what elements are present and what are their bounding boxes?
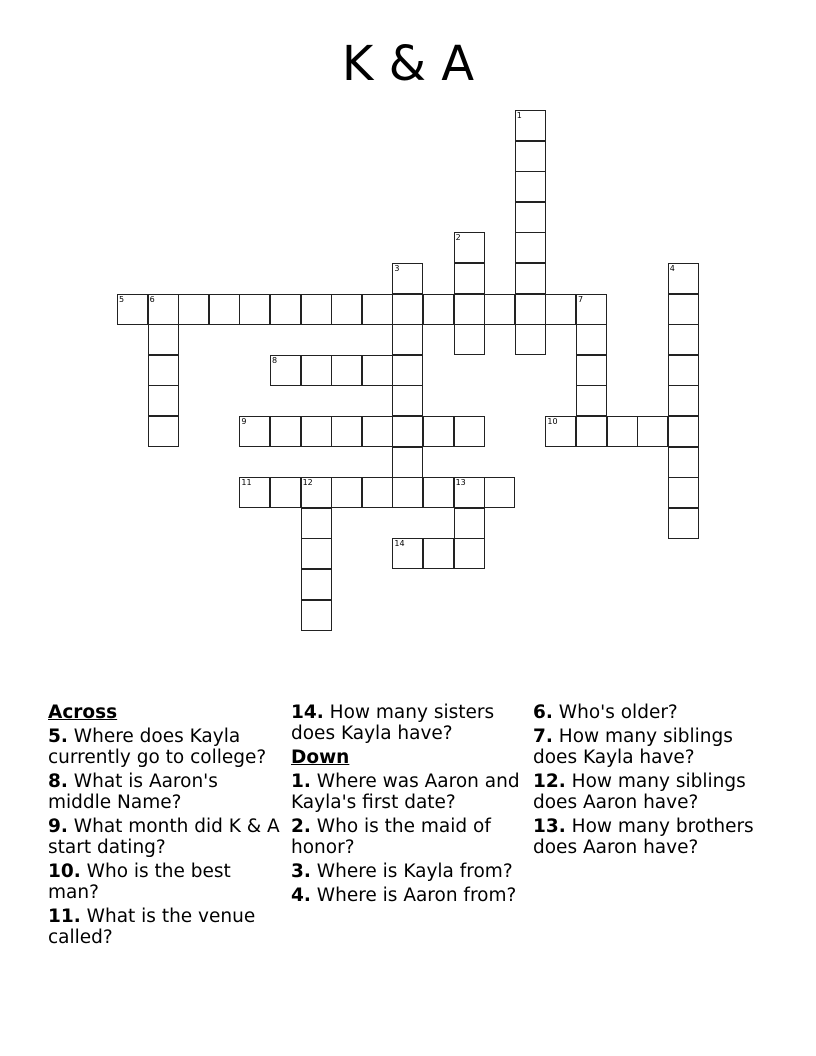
grid-cell[interactable]	[117, 294, 148, 325]
clue-text: How many sisters does Kayla have?	[291, 702, 495, 744]
grid-cell[interactable]	[392, 538, 423, 569]
grid-cell[interactable]	[454, 538, 485, 569]
clue-text: Who's older?	[558, 702, 678, 723]
clues-column-1	[48, 702, 284, 951]
cell-number: 10	[547, 417, 558, 426]
grid-cell[interactable]	[423, 538, 454, 569]
grid-cell[interactable]	[301, 508, 332, 539]
grid-cell[interactable]	[576, 355, 607, 386]
clue-text: What month did K & A start dating?	[48, 816, 280, 858]
grid-cell[interactable]	[668, 508, 699, 539]
grid-cell[interactable]	[515, 324, 546, 355]
clue-number: 1.	[291, 771, 311, 792]
grid-cell[interactable]	[392, 385, 423, 416]
grid-cell[interactable]	[607, 416, 638, 447]
clue-across-10	[48, 861, 284, 903]
clue-number: 13.	[533, 816, 566, 837]
cell-number: 14	[394, 539, 405, 549]
clue-text: Where was Aaron and Kayla's first date?	[291, 771, 520, 813]
cell-number: 4	[669, 264, 675, 273]
cell-number: 9	[241, 417, 247, 426]
grid-cell[interactable]	[576, 385, 607, 416]
grid-cell[interactable]	[301, 569, 332, 600]
grid-cell[interactable]	[668, 355, 699, 386]
grid-cell[interactable]	[392, 447, 423, 478]
grid-cell[interactable]	[545, 294, 576, 325]
clue-across-9	[48, 816, 284, 858]
grid-cell[interactable]	[362, 416, 393, 447]
grid-cell[interactable]	[423, 477, 454, 508]
grid-cell[interactable]	[331, 294, 362, 325]
grid-cell[interactable]	[423, 294, 454, 325]
grid-cell[interactable]	[148, 355, 179, 386]
grid-cell[interactable]	[454, 263, 485, 294]
grid-cell[interactable]	[331, 477, 362, 508]
clue-down-12	[533, 771, 769, 813]
cell-number: 12	[302, 478, 313, 488]
clues-column-3	[533, 702, 769, 861]
grid-cell[interactable]	[668, 385, 699, 416]
grid-cell[interactable]	[484, 294, 515, 325]
clue-text: How many brothers does Aaron have?	[533, 816, 754, 858]
clue-number: 14.	[291, 702, 324, 723]
grid-cell[interactable]	[209, 294, 240, 325]
grid-cell[interactable]	[270, 355, 301, 386]
grid-cell[interactable]	[148, 294, 179, 325]
clue-down-6	[533, 702, 769, 723]
clue-number: 10.	[48, 861, 81, 882]
clue-across-11	[48, 906, 284, 948]
grid-cell[interactable]	[301, 355, 332, 386]
grid-cell[interactable]	[392, 355, 423, 386]
grid-cell[interactable]	[637, 416, 668, 447]
clue-number: 7.	[533, 726, 553, 747]
grid-cell[interactable]	[270, 294, 301, 325]
clue-text: How many siblings does Kayla have?	[533, 726, 733, 768]
grid-cell[interactable]	[331, 416, 362, 447]
grid-cell[interactable]	[239, 294, 270, 325]
grid-cell[interactable]	[668, 263, 699, 294]
down-heading: Down	[291, 747, 350, 768]
clue-across-8	[48, 771, 284, 813]
clue-across-5	[48, 726, 284, 768]
clue-number: 6.	[533, 702, 553, 723]
clue-number: 12.	[533, 771, 566, 792]
grid-cell[interactable]	[454, 416, 485, 447]
grid-cell[interactable]	[148, 385, 179, 416]
grid-cell[interactable]	[668, 294, 699, 325]
clue-number: 8.	[48, 771, 68, 792]
clue-number: 9.	[48, 816, 68, 837]
grid-cell[interactable]	[454, 508, 485, 539]
grid-cell[interactable]	[576, 324, 607, 355]
clue-text: What is Aaron's middle Name?	[48, 771, 218, 813]
clue-down-4	[291, 885, 527, 906]
grid-cell[interactable]	[301, 416, 332, 447]
grid-cell[interactable]	[301, 294, 332, 325]
grid-cell[interactable]	[362, 355, 393, 386]
clue-across-14	[291, 702, 527, 744]
clue-down-7	[533, 726, 769, 768]
clue-number: 2.	[291, 816, 311, 837]
clue-text: Where does Kayla currently go to college?	[48, 726, 267, 768]
grid-cell[interactable]	[148, 416, 179, 447]
grid-cell[interactable]	[484, 477, 515, 508]
grid-cell[interactable]	[239, 416, 270, 447]
grid-cell[interactable]	[454, 294, 485, 325]
grid-cell[interactable]	[392, 263, 423, 294]
cell-number: 6	[149, 294, 155, 304]
clue-number: 5.	[48, 726, 68, 747]
clue-text: Where is Kayla from?	[316, 861, 513, 882]
grid-cell[interactable]	[270, 477, 301, 508]
grid-cell[interactable]	[301, 538, 332, 569]
grid-cell[interactable]	[454, 477, 485, 508]
clue-down-2	[291, 816, 527, 858]
clue-number: 4.	[291, 885, 311, 906]
grid-cell[interactable]	[515, 294, 546, 325]
cell-number: 5	[119, 294, 125, 304]
grid-cell[interactable]	[454, 324, 485, 355]
grid-cell[interactable]	[515, 141, 546, 172]
clue-number: 3.	[291, 861, 311, 882]
cell-number: 2	[455, 233, 461, 243]
cell-number: 3	[394, 264, 400, 273]
grid-cell[interactable]	[392, 294, 423, 325]
grid-cell[interactable]	[515, 263, 546, 294]
grid-cell[interactable]	[392, 324, 423, 355]
clue-text: What is the venue called?	[48, 906, 256, 948]
grid-cell[interactable]	[331, 355, 362, 386]
grid-cell[interactable]	[239, 477, 270, 508]
grid-cell[interactable]	[423, 416, 454, 447]
clues-column-2	[291, 702, 527, 909]
cell-number: 8	[272, 355, 278, 365]
across-heading: Across	[48, 702, 118, 723]
clue-text: Who is the maid of honor?	[291, 816, 491, 858]
grid-cell[interactable]	[668, 447, 699, 478]
clue-text: Where is Aaron from?	[316, 885, 517, 906]
clue-down-1	[291, 771, 527, 813]
grid-cell[interactable]	[576, 416, 607, 447]
grid-cell[interactable]	[515, 202, 546, 233]
grid-cell[interactable]	[392, 416, 423, 447]
grid-cell[interactable]	[178, 294, 209, 325]
grid-cell[interactable]	[576, 294, 607, 325]
grid-cell[interactable]	[515, 110, 546, 141]
grid-cell[interactable]	[515, 171, 546, 202]
grid-cell[interactable]	[362, 294, 393, 325]
grid-cell[interactable]	[301, 600, 332, 631]
grid-cell[interactable]	[454, 232, 485, 263]
grid-cell[interactable]	[545, 416, 576, 447]
grid-cell[interactable]	[148, 324, 179, 355]
grid-cell[interactable]	[668, 477, 699, 508]
clue-text: Who is the best man?	[48, 861, 231, 903]
cell-number: 7	[578, 294, 584, 304]
grid-cell[interactable]	[392, 477, 423, 508]
clue-down-3	[291, 861, 527, 882]
clue-text: How many siblings does Aaron have?	[533, 771, 746, 813]
puzzle-title: K & A	[341, 36, 475, 92]
cell-number: 11	[241, 478, 252, 488]
clue-number: 11.	[48, 906, 81, 927]
grid-cell[interactable]	[301, 477, 332, 508]
clue-down-13	[533, 816, 769, 858]
grid-cell[interactable]	[668, 416, 699, 447]
grid-cell[interactable]	[515, 232, 546, 263]
grid-cell[interactable]	[668, 324, 699, 355]
grid-cell[interactable]	[270, 416, 301, 447]
cell-number: 1	[516, 111, 522, 120]
cell-number: 13	[455, 478, 466, 488]
grid-cell[interactable]	[362, 477, 393, 508]
